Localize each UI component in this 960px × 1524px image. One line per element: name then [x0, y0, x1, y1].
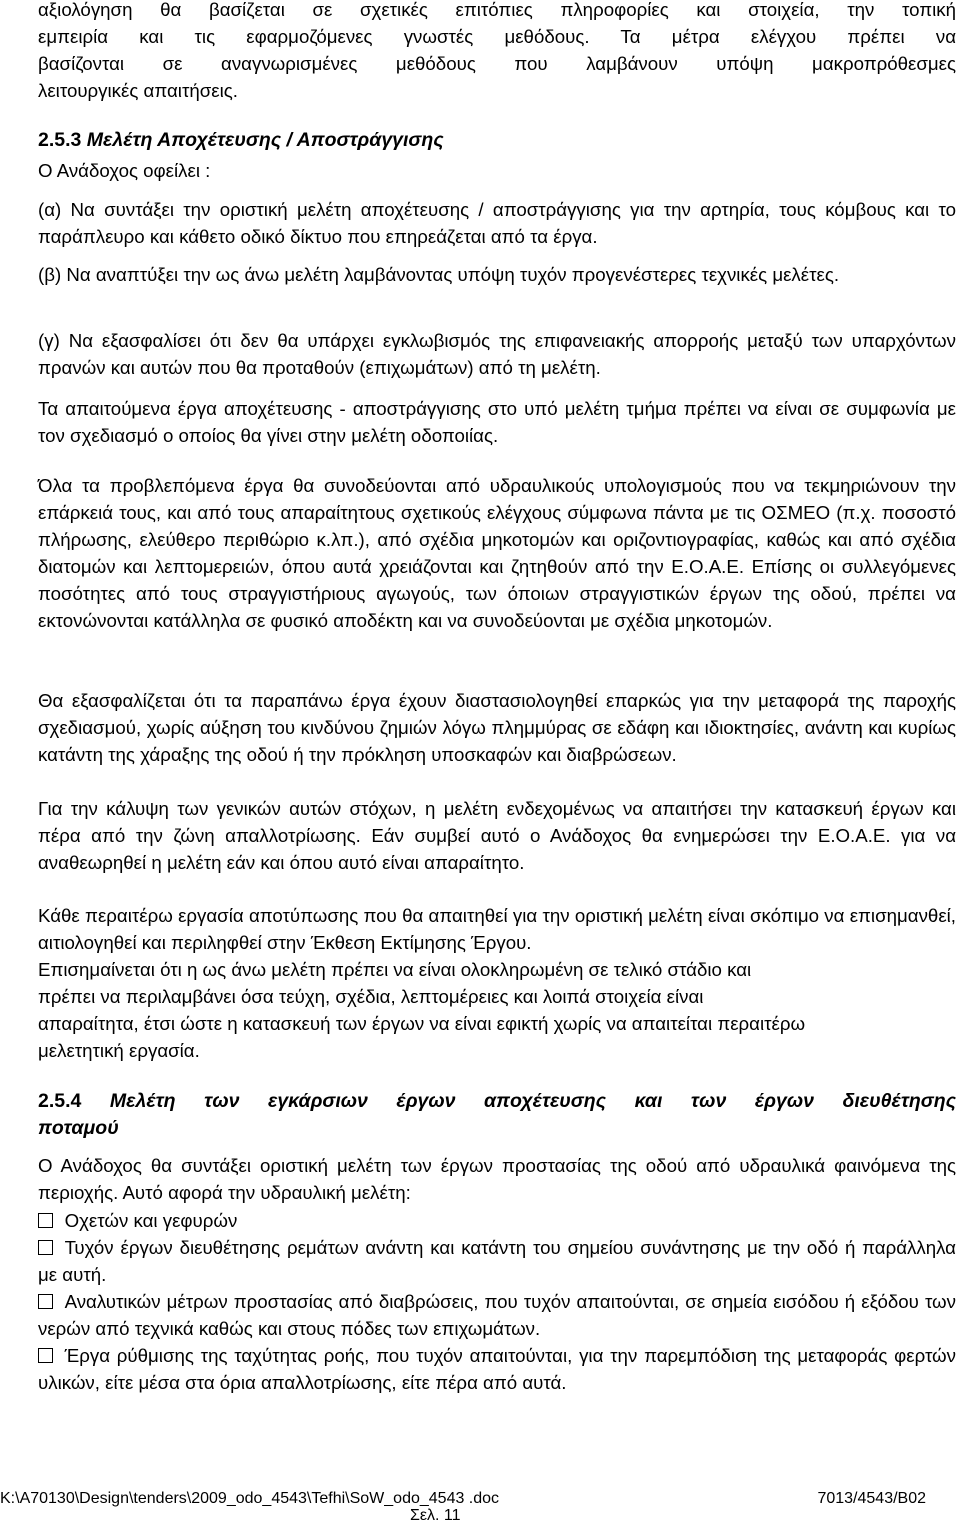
section-2-5-4-heading — [38, 1088, 956, 1115]
bullet-item — [38, 1342, 956, 1396]
paragraph: Για την κάλυψη των γενικών αυτών στόχων, η μελέτη ενδεχομένως να απαιτήσει την κατασκευή έργων και πέρα από την ζώνη απαλλοτρίωσης. Εάν συμβεί αυτό ο Ανάδοχος θα ενημερώσει την Ε.Ο.Α.Ε. για να αναθεωρηθεί η μελέτη εάν και όπου αυτό είναι απαραίτητο. — [38, 798, 956, 873]
paragraph: Θα εξασφαλίζεται ότι τα παραπάνω έργα έχουν διαστασιολογηθεί επαρκώς για την μεταφορά της παροχής σχεδιασμού, χωρίς αύξηση του κινδύνου ζημιών λόγω πλημμύρας σε εδάφη και ιδιοκτησίες, ανάντη και κυρίως κατάντη της χάραξης της οδού ή την πρόκληση υποσκαφών και διαβρώσεων. — [38, 690, 956, 765]
item-c: (γ) Να εξασφαλίσει ότι δεν θα υπάρχει εγκλωβισμός της επιφανειακής απορροής μεταξύ των υπαρχόντων πρανών και αυτών που θα προταθούν (επιχωμάτων) από τη μελέτη. — [38, 330, 956, 378]
item-b: (β) Να αναπτύξει την ως άνω μελέτη λαμβάνοντας υπόψη τυχόν προγενέστερες τεχνικές μελέτες. — [38, 264, 840, 285]
paragraph-line: πρέπει να περιλαμβάνει όσα τεύχη, σχέδια, λεπτομέρειες και λοιπά στοιχεία είναι — [38, 986, 704, 1007]
paragraph: Όλα τα προβλεπόμενα έργα θα συνοδεύονται από υδραυλικούς υπολογισμούς που να τεκμηριώνουν την επάρκειά τους, και από τους απαραίτητους σχετικούς ελέγχους σύμφωνα πάντα με τις ΟΣΜΕΟ (π.χ. ποσοστό πλήρωσης, ελεύθερο περιθώριο κ.λπ.), από σχέδια μηκοτομών και οριζοντιογραφίας, καθώς και από σχέδια διατομών και λεπτομερειών, όπου αυτά χρειάζονται και ζητηθούν από την Ε.Ο.Α.Ε. Επίσης οι συλλεγόμενες ποσότητες από τους στραγγιστήριους αγωγούς, των όποιων στραγγιστικών έργων της οδού, πρέπει να εκτονώνονται κατάλληλα σε φυσικό αποδέκτη και να συνοδεύονται με σχέδια μηκοτομών. — [38, 475, 956, 631]
bullet-box-icon — [38, 1294, 53, 1309]
section-title-line1: Μελέτη των εγκάρσιων έργων αποχέτευσης και των έργων διευθέτησης — [109, 1090, 956, 1112]
bullet-item — [38, 1288, 956, 1342]
bullet-item — [38, 1207, 956, 1234]
bullet-box-icon — [38, 1240, 53, 1255]
paragraph: Τα απαιτούμενα έργα αποχέτευσης - αποστράγγισης στο υπό μελέτη τμήμα πρέπει να είναι σε συμφωνία με τον σχεδιασμό ο οποίος θα γίνει στην μελέτη οδοποιίας. — [38, 398, 956, 446]
paragraph: Κάθε περαιτέρω εργασία αποτύπωσης που θα απαιτηθεί για την οριστική μελέτη είναι σκόπιμο να επισημανθεί, αιτιολογηθεί και περιληφθεί στην Έκθεση Εκτίμησης Έργου. — [38, 905, 956, 953]
intro-line: βασίζονται σε αναγνωρισμένες μεθόδους που λαμβάνουν υπόψη μακροπρόθεσμες — [38, 53, 956, 74]
section-lead: Ο Ανάδοχος θα συντάξει οριστική μελέτη των έργων προστασίας της οδού από υδραυλικά φαινόμενα της περιοχής. Αυτό αφορά την υδραυλική μελέτη: — [38, 1155, 956, 1203]
bullet-text: Οχετών και γεφυρών — [64, 1210, 238, 1231]
section-lead: Ο Ανάδοχος οφείλει : — [38, 160, 211, 181]
bullet-box-icon — [38, 1348, 53, 1363]
item-a: (α) Να συντάξει την οριστική μελέτη αποχέτευσης / αποστράγγισης για την αρτηρία, τους κόμβους και το παράπλευρο και κάθετο οδικό δίκτυο που επηρεάζεται από τα έργα. — [38, 199, 956, 247]
section-title-line2: ποταμού — [38, 1117, 119, 1139]
footer-page-number: Σελ. 11 — [410, 1507, 461, 1524]
bullet-item — [38, 1234, 956, 1288]
intro-line: εμπειρία και τις εφαρμοζόμενες γνωστές μεθόδους. Τα μέτρα ελέγχου πρέπει να — [38, 26, 956, 47]
section-number: 2.5.3 — [38, 129, 82, 151]
bullet-text: Τυχόν έργων διευθέτησης ρεμάτων ανάντη και κατάντη του σημείου συνάντησης με την οδό ή παράλληλα με αυτή. — [38, 1237, 956, 1285]
section-number: 2.5.4 — [38, 1090, 82, 1112]
paragraph-line: μελετητική εργασία. — [38, 1040, 200, 1061]
bullet-box-icon — [38, 1213, 53, 1228]
footer-file-path: K:\A70130\Design\tenders\2009_odo_4543\Tefhi\SoW_odo_4543 .doc — [0, 1490, 500, 1507]
intro-line: λειτουργικές απαιτήσεις. — [38, 80, 238, 101]
bullet-text: Έργα ρύθμισης της ταχύτητας ροής, που τυχόν απαιτούνται, για την παρεμπόδιση της μεταφοράς φερτών υλικών, είτε μέσα στα όρια απαλλοτρίωσης, είτε πέρα από αυτά. — [38, 1345, 956, 1393]
intro-line: αξιολόγηση θα βασίζεται σε σχετικές επιτόπιες πληροφορίες και στοιχεία, την τοπική — [38, 0, 956, 20]
bullet-text: Αναλυτικών μέτρων προστασίας από διαβρώσεις, που τυχόν απαιτούνται, σε σημεία εισόδου ή εξόδου των νερών από τεχνικά καθώς και στους πόδες των επιχωμάτων. — [38, 1291, 956, 1339]
paragraph-line: Επισημαίνεται ότι η ως άνω μελέτη πρέπει να είναι ολοκληρωμένη σε τελικό στάδιο και — [38, 959, 752, 980]
section-title: Μελέτη Αποχέτευσης / Αποστράγγισης — [86, 129, 444, 151]
section-2-5-3-heading — [38, 127, 956, 154]
footer-document-code: 7013/4543/B02 — [817, 1490, 926, 1507]
paragraph-line: απαραίτητα, έτσι ώστε η κατασκευή των έργων να είναι εφικτή χωρίς να απαιτείται περαιτέρω — [38, 1013, 806, 1034]
